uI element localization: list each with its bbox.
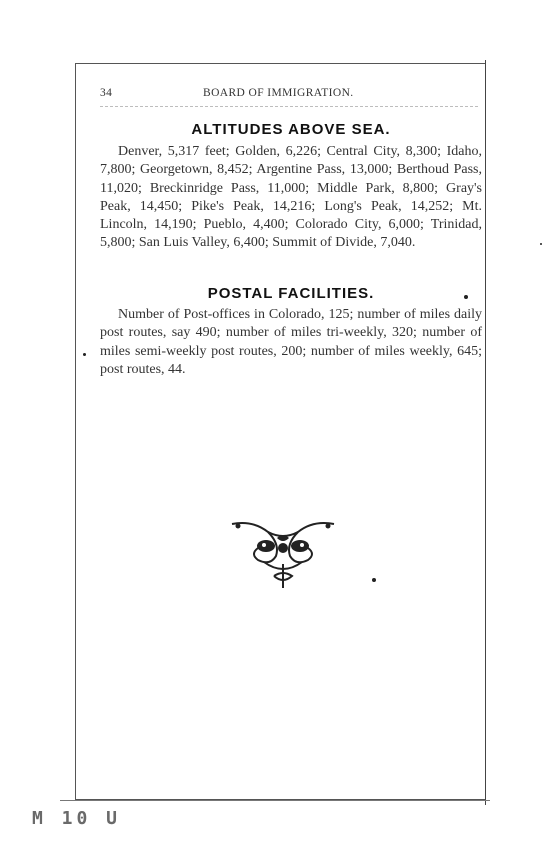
section-body-altitudes: Denver, 5,317 feet; Golden, 6,226; Central City, 8,300; Idaho, 7,800; Georgetown, 8,452; Argentine Pass, 13,000; Berthoud Pass, 11,020; Breckinridge Pass, 11,000; Middle Park, 8,800; Gray's Peak, 14,450; Pike's Peak, 14,216; Long's Peak, 14,252; Mt. Lincoln, 14,190; Pueblo, 4,400; Colorado City, 6,000; Trinidad, 5,800; San Luis Valley, 6,400; Summit of Divide, 7,040. [100, 144, 482, 251]
ink-speck [464, 295, 468, 299]
running-head [100, 87, 480, 105]
ink-speck [540, 243, 542, 245]
ink-speck [83, 353, 86, 356]
page-border-right [485, 60, 486, 805]
section-title-postal: POSTAL FACILITIES. [207, 285, 375, 302]
page-border-bottom [60, 800, 490, 801]
page-number: 34 [100, 87, 113, 99]
ink-speck [372, 578, 376, 582]
library-stamp: M 10 U [32, 808, 122, 829]
section-title-altitudes: ALTITUDES ABOVE SEA. [191, 121, 391, 138]
dolphin-scroll-ornament-icon [228, 518, 338, 590]
running-title: BOARD OF IMMIGRATION. [203, 87, 354, 99]
section-body-postal: Number of Post-offices in Colorado, 125; number of miles daily post routes, say 490; number of miles tri-weekly, 320; number of miles semi-weekly post routes, 200; number of miles weekly, 645; post routes, 44. [100, 307, 482, 377]
header-rule [100, 106, 478, 107]
